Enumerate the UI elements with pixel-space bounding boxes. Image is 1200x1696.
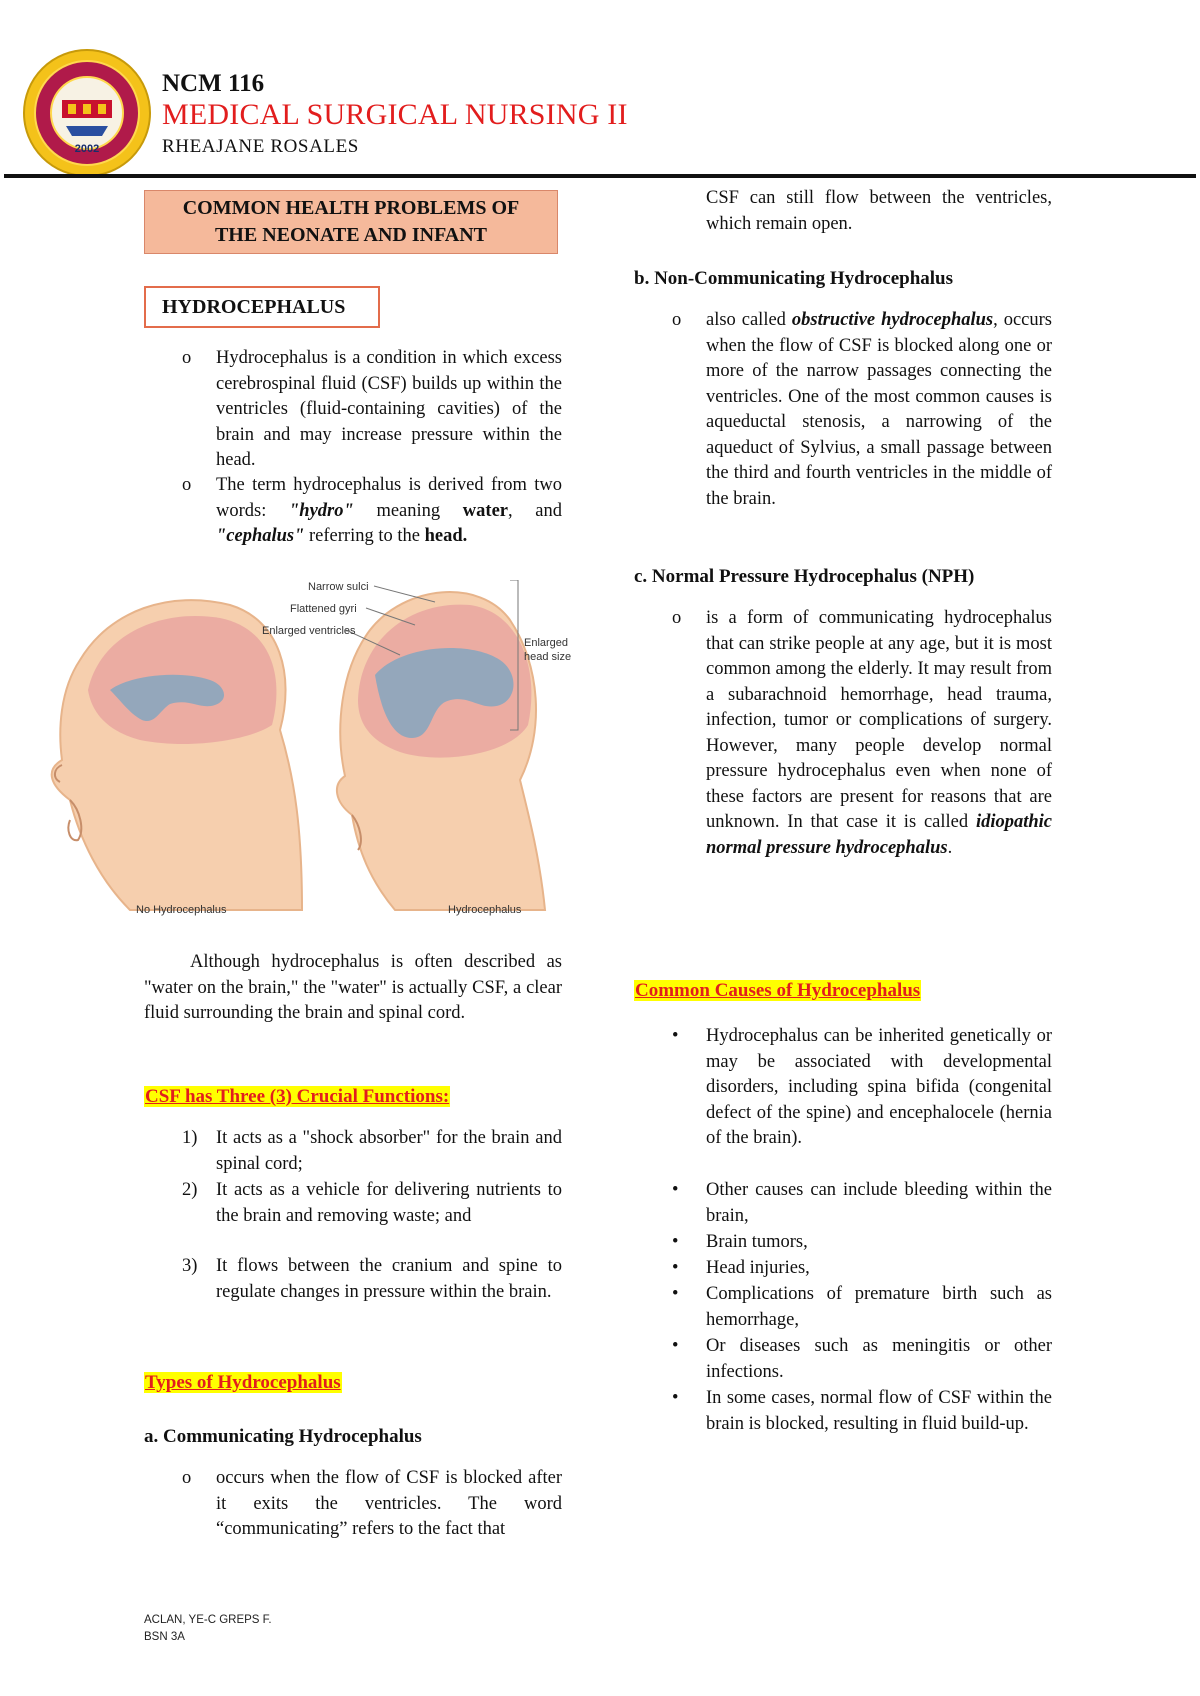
cause-text: In some cases, normal flow of CSF within the brain is blocked, resulting in fluid build-up. [706, 1388, 1052, 1434]
csf-function-text: It acts as a vehicle for delivering nutrients to the brain and removing waste; and [216, 1180, 562, 1226]
cause-text: Complications of premature birth such as hemorrhage, [706, 1284, 1052, 1330]
label-enlarged-head-2: head size [524, 651, 572, 663]
circle-bullet-icon: o [672, 310, 682, 330]
caption-hydrocephalus: Hydrocephalus [448, 904, 522, 916]
hydrocephalus-comparison-figure [40, 580, 588, 920]
causes-heading: Common Causes of Hydrocephalus [635, 980, 921, 1001]
cause-text: Hydrocephalus can be inherited genetically or may be associated with developmental disorders, including spina bifida (congenital defect of the spine) and encephalocele (hernia of the brain). [706, 1026, 1052, 1148]
causes-heading-wrap [634, 980, 921, 1002]
types-heading-wrap [144, 1372, 342, 1394]
list-number: 2) [182, 1180, 198, 1200]
cause-text: Or diseases such as meningitis or other infections. [706, 1336, 1052, 1382]
dot-bullet-icon: • [672, 1232, 679, 1252]
dot-bullet-icon: • [672, 1180, 679, 1200]
dot-bullet-icon: • [672, 1284, 679, 1304]
caption-no-hydrocephalus: No Hydrocephalus [136, 904, 227, 916]
page-footer [144, 1612, 272, 1646]
document-title-line-1: COMMON HEALTH PROBLEMS OF [182, 197, 520, 219]
logo-year: 2002 [74, 143, 100, 155]
normal-infant-illustration [52, 600, 302, 910]
label-enlarged-ventricles: Enlarged ventricles [262, 625, 356, 637]
csf-functions-heading: CSF has Three (3) Crucial Functions: [145, 1086, 450, 1107]
circle-bullet-icon: o [182, 348, 192, 368]
type-b-text: also called obstructive hydrocephalus, occurs when the flow of CSF is blocked along one or more of the narrow passages connecting the ventricles. One of the most common causes is aqueductal stenosis, a narrowing of the aqueduct of Sylvius, a small passage between the third and fourth ventricles in the middle of the brain. [706, 310, 1053, 509]
label-flattened-gyri: Flattened gyri [290, 603, 357, 615]
type-a-text: occurs when the flow of CSF is blocked after it exits the ventricles. The word “communicating” refers to the fact that [216, 1468, 562, 1539]
intro-bullet-text: The term hydrocephalus is derived from two words: "hydro" meaning water, and "cephalus" referring to the head. [216, 475, 562, 546]
course-code: NCM 116 [162, 70, 265, 97]
topic-heading: HYDROCEPHALUS [144, 286, 380, 328]
document-title-line-2: THE NEONATE AND INFANT [214, 224, 488, 246]
course-title: MEDICAL SURGICAL NURSING II [162, 98, 628, 131]
type-a-title: a. Communicating Hydrocephalus [144, 1426, 422, 1447]
type-a-text-continued: CSF can still flow between the ventricles, which remain open. [706, 188, 1052, 234]
list-number: 1) [182, 1128, 198, 1148]
label-enlarged-head-1: Enlarged [524, 637, 569, 649]
label-narrow-sulci: Narrow sulci [308, 581, 369, 593]
list-number: 3) [182, 1256, 198, 1276]
footer-section: BSN 3A [144, 1631, 185, 1643]
types-heading: Types of Hydrocephalus [145, 1372, 341, 1393]
dot-bullet-icon: • [672, 1258, 679, 1278]
school-logo [22, 48, 152, 178]
circle-bullet-icon: o [182, 1468, 192, 1488]
although-paragraph: Although hydrocephalus is often described as "water on the brain," the "water" is actually CSF, a clear fluid surrounding the brain and spinal cord. [144, 952, 562, 1023]
dot-bullet-icon: • [672, 1388, 679, 1408]
cause-text: Brain tumors, [706, 1232, 808, 1252]
type-c-text: is a form of communicating hydrocephalus that can strike people at any age, but it is most common among the elderly. It may result from a subarachnoid hemorrhage, head trauma, infection, tumor or complications of surgery. However, many people develop normal pressure hydrocephalus even when none of these factors are present for reasons that are unknown. In that case it is called idiopathic normal pressure hydrocephalus. [706, 608, 1052, 858]
circle-bullet-icon: o [672, 608, 682, 628]
header-divider [4, 174, 1196, 178]
author-name: RHEAJANE ROSALES [162, 136, 359, 157]
intro-bullet-text: Hydrocephalus is a condition in which excess cerebrospinal fluid (CSF) builds up within the ventricles (fluid-containing cavities) of the brain and may increase pressure within the head. [216, 348, 562, 470]
csf-functions-heading-wrap [144, 1086, 450, 1108]
csf-function-text: It acts as a "shock absorber" for the brain and spinal cord; [216, 1128, 562, 1174]
cause-text: Other causes can include bleeding within the brain, [706, 1180, 1052, 1226]
type-b-title: b. Non-Communicating Hydrocephalus [634, 268, 954, 289]
circle-bullet-icon: o [182, 475, 192, 495]
dot-bullet-icon: • [672, 1336, 679, 1356]
document-title-box [144, 190, 558, 254]
cause-text: Head injuries, [706, 1258, 810, 1278]
dot-bullet-icon: • [672, 1026, 679, 1046]
footer-student-name: ACLAN, YE-C GREPS F. [144, 1614, 272, 1626]
csf-function-text: It flows between the cranium and spine to regulate changes in pressure within the brain. [216, 1256, 562, 1302]
type-c-title: c. Normal Pressure Hydrocephalus (NPH) [634, 566, 975, 587]
